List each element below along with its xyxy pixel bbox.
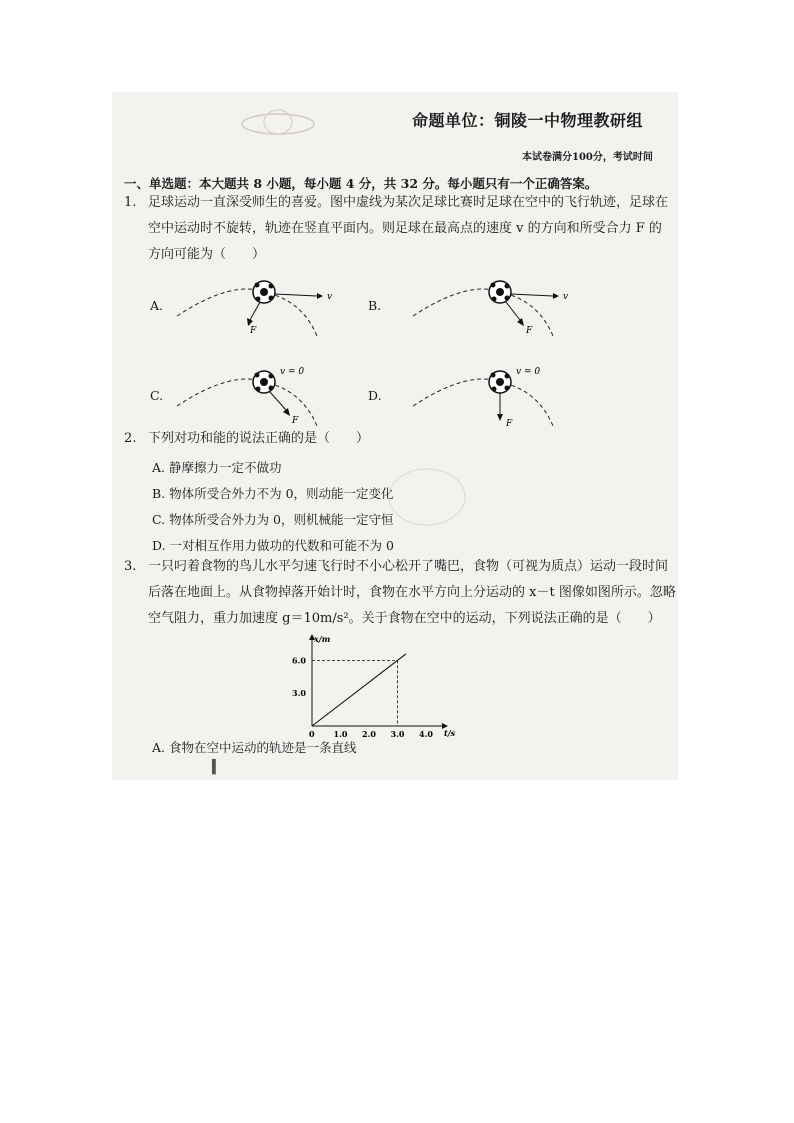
q1-c-velocity-label: v = 0 [280, 367, 305, 377]
q1-option-a-diagram [172, 270, 342, 350]
x-tick-label: 0 [309, 729, 315, 739]
q1-stem-line-3: 方向可能为（ ） [148, 247, 266, 262]
q1-a-force-label: F [250, 326, 257, 336]
q1-option-c-label: C. [150, 388, 164, 403]
q2-number: 2. [124, 431, 137, 446]
x-tick-label: 1.0 [333, 729, 348, 739]
xt-graph [272, 630, 456, 750]
q1-a-velocity-label: v [327, 292, 333, 302]
q3-stem-line-2: 后落在地面上。从食物掉落开始计时，食物在水平方向上分运动的 x－t 图像如图所示。忽略 [148, 585, 676, 600]
q2-option-a: A. 静摩擦力一定不做功 [152, 460, 282, 475]
q1-d-velocity-label: v = 0 [516, 367, 541, 377]
q1-stem-line-2: 空中运动时不旋转，轨迹在竖直平面内。则足球在最高点的速度 v 的方向和所受合力 F 的 [148, 221, 662, 236]
y-tick-label: 6.0 [292, 655, 306, 666]
x-tick-label: 4.0 [419, 729, 433, 739]
q1-stem-line-1: 足球运动一直深受师生的喜爱。图中虚线为某次足球比赛时足球在空中的飞行轨迹，足球在 [148, 195, 669, 210]
y-axis-label: x/m [314, 634, 331, 644]
q1-d-force-label: F [506, 419, 513, 429]
q1-option-d-label: D. [368, 388, 382, 403]
q1-option-a-label: A. [150, 298, 164, 313]
q3-stem-line-1: 一只叼着食物的鸟儿水平匀速飞行时不小心松开了嘴巴，食物（可视为质点）运动一段时间 [148, 559, 669, 574]
series-line [312, 654, 406, 726]
q1-option-b-diagram [408, 270, 578, 350]
x-tick-label: 3.0 [390, 729, 405, 739]
scanned-exam-page [112, 92, 678, 780]
exam-score-note: 本试卷满分100分，考试时间 [522, 152, 653, 163]
school-seal-stamp [238, 102, 318, 142]
cropped-edge-mark: ▍ [212, 760, 222, 775]
q3-stem-line-3: 空气阻力，重力加速度 g＝10m/s²。关于食物在空中的运动，下列说法正确的是（ ） [148, 611, 661, 626]
q2-option-b: B. 物体所受合外力不为 0，则动能一定变化 [152, 486, 394, 501]
exam-unit-title: 命题单位：铜陵一中物理教研组 [412, 111, 644, 130]
q3-number: 3. [124, 559, 137, 574]
section-heading: 一、单选题：本大题共 8 小题，每小题 4 分，共 32 分。每小题只有一个正确答案。 [124, 176, 598, 191]
bleed-through-text [492, 240, 580, 256]
q2-option-d: D. 一对相互作用力做功的代数和可能不为 0 [152, 538, 394, 553]
q2-stem: 下列对功和能的说法正确的是（ ） [148, 431, 370, 446]
bleed-through-figure [382, 462, 472, 532]
q1-b-velocity-label: v [563, 292, 569, 302]
y-tick-label: 3.0 [292, 688, 306, 699]
q1-option-b-label: B. [368, 298, 382, 313]
q1-number: 1. [124, 195, 137, 210]
q1-option-d-diagram [408, 360, 578, 440]
q3-option-a: A. 食物在空中运动的轨迹是一条直线 [152, 740, 357, 755]
q1-b-force-label: F [526, 326, 533, 336]
q1-c-force-label: F [292, 416, 299, 426]
x-tick-label: 2.0 [362, 729, 376, 739]
x-axis-label: t/s [444, 728, 456, 738]
q2-option-c: C. 物体所受合外力为 0，则机械能一定守恒 [152, 512, 394, 527]
